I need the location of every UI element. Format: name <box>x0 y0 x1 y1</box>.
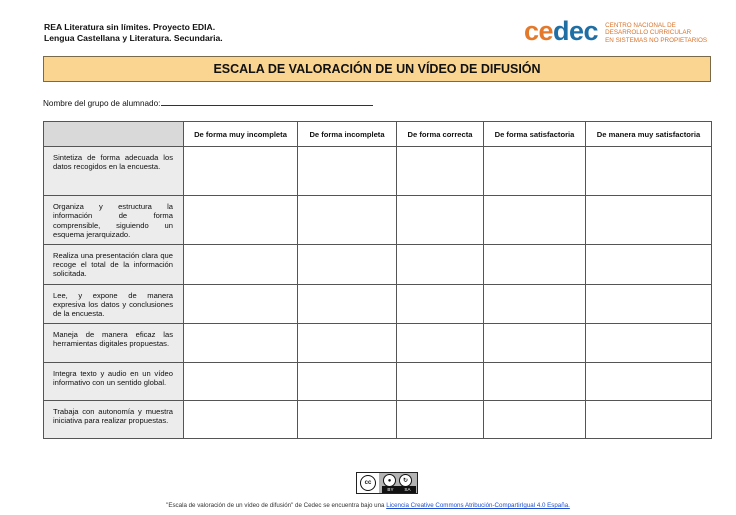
logo-word-part-1: ce <box>524 16 554 46</box>
rating-cell[interactable] <box>298 147 397 196</box>
rating-cell[interactable] <box>298 244 397 284</box>
rating-cell[interactable] <box>184 244 298 284</box>
column-header: De forma satisfactoria <box>484 122 586 147</box>
cedec-logo <box>524 17 707 45</box>
rating-cell[interactable] <box>586 323 712 362</box>
rating-cell[interactable] <box>298 362 397 400</box>
document-title: ESCALA DE VALORACIÓN DE UN VÍDEO DE DIFUSIÓN <box>43 56 711 82</box>
header-line-1: REA Literatura sin límites. Proyecto EDIA. <box>44 22 216 32</box>
sa-label: SA <box>404 487 411 492</box>
rating-cell[interactable] <box>484 147 586 196</box>
criterion-cell: Realiza una presentación clara que recoge el total de la información solicitada. <box>44 244 184 284</box>
table-row <box>44 323 712 362</box>
logo-subtitle-line-2: DESARROLLO CURRICULAR <box>605 29 692 37</box>
rating-cell[interactable] <box>184 147 298 196</box>
rating-cell[interactable] <box>586 196 712 245</box>
rating-cell[interactable] <box>184 323 298 362</box>
table-row <box>44 362 712 400</box>
footer-text: "Escala de valoración de un vídeo de difusión" de Cedec se encuentra bajo una <box>166 502 387 509</box>
attribution-person-icon: ● <box>383 474 396 487</box>
rating-cell[interactable] <box>484 196 586 245</box>
rating-cell[interactable] <box>397 244 484 284</box>
rubric-table <box>43 121 712 439</box>
logo-subtitle <box>605 22 707 44</box>
rating-cell[interactable] <box>397 323 484 362</box>
rating-cell[interactable] <box>184 284 298 323</box>
rating-cell[interactable] <box>298 323 397 362</box>
rating-cell[interactable] <box>184 400 298 438</box>
document-header <box>44 22 223 44</box>
rating-cell[interactable] <box>484 362 586 400</box>
rating-cell[interactable] <box>484 284 586 323</box>
rating-cell[interactable] <box>184 362 298 400</box>
group-name-label: Nombre del grupo de alumnado: <box>43 99 161 108</box>
table-row <box>44 284 712 323</box>
logo-wordmark <box>524 17 598 45</box>
rubric-corner-cell <box>44 122 184 147</box>
rubric-header-row <box>44 122 712 147</box>
rating-cell[interactable] <box>397 400 484 438</box>
rating-cell[interactable] <box>298 196 397 245</box>
rating-cell[interactable] <box>484 400 586 438</box>
header-line-2: Lengua Castellana y Literatura. Secundaria. <box>44 33 223 43</box>
table-row <box>44 196 712 245</box>
share-alike-icon: ↻ <box>399 474 412 487</box>
rating-cell[interactable] <box>586 362 712 400</box>
rating-cell[interactable] <box>484 244 586 284</box>
rating-cell[interactable] <box>586 147 712 196</box>
logo-subtitle-line-1: CENTRO NACIONAL DE <box>605 22 676 29</box>
group-name-field <box>43 97 373 108</box>
column-header: De manera muy satisfactoria <box>586 122 712 147</box>
rating-cell[interactable] <box>298 400 397 438</box>
table-row <box>44 244 712 284</box>
rating-cell[interactable] <box>397 196 484 245</box>
rating-cell[interactable] <box>586 400 712 438</box>
column-header: De forma incompleta <box>298 122 397 147</box>
license-footer <box>0 502 736 509</box>
rating-cell[interactable] <box>586 284 712 323</box>
column-header: De forma correcta <box>397 122 484 147</box>
criterion-cell: Trabaja con autonomía y muestra iniciativa para realizar propuestas. <box>44 400 184 438</box>
logo-subtitle-line-3: EN SISTEMAS NO PROPIETARIOS <box>605 36 708 44</box>
criterion-cell: Integra texto y audio en un vídeo informativo con un sentido global. <box>44 362 184 400</box>
rating-cell[interactable] <box>484 323 586 362</box>
table-row <box>44 147 712 196</box>
rating-cell[interactable] <box>298 284 397 323</box>
logo-word-part-2: dec <box>553 16 599 46</box>
license-link[interactable]: Licencia Creative Commons Atribución-CompartirIgual 4.0 España. <box>386 502 570 509</box>
rating-cell[interactable] <box>397 284 484 323</box>
criterion-cell: Maneja de manera eficaz las herramientas digitales propuestas. <box>44 323 184 362</box>
criterion-cell: Lee, y expone de manera expresiva los datos y conclusiones de la encuesta. <box>44 284 184 323</box>
criterion-cell: Organiza y estructura la información de forma comprensible, siguiendo un esquema jerarquizado. <box>44 196 184 245</box>
cc-icon: cc <box>360 475 376 491</box>
by-label: BY <box>387 487 394 492</box>
rating-cell[interactable] <box>184 196 298 245</box>
column-header: De forma muy incompleta <box>184 122 298 147</box>
rating-cell[interactable] <box>397 362 484 400</box>
creative-commons-badge[interactable] <box>356 472 418 494</box>
group-name-blank <box>161 97 373 106</box>
rating-cell[interactable] <box>586 244 712 284</box>
criterion-cell: Sintetiza de forma adecuada los datos recogidos en la encuesta. <box>44 147 184 196</box>
table-row <box>44 400 712 438</box>
rating-cell[interactable] <box>397 147 484 196</box>
